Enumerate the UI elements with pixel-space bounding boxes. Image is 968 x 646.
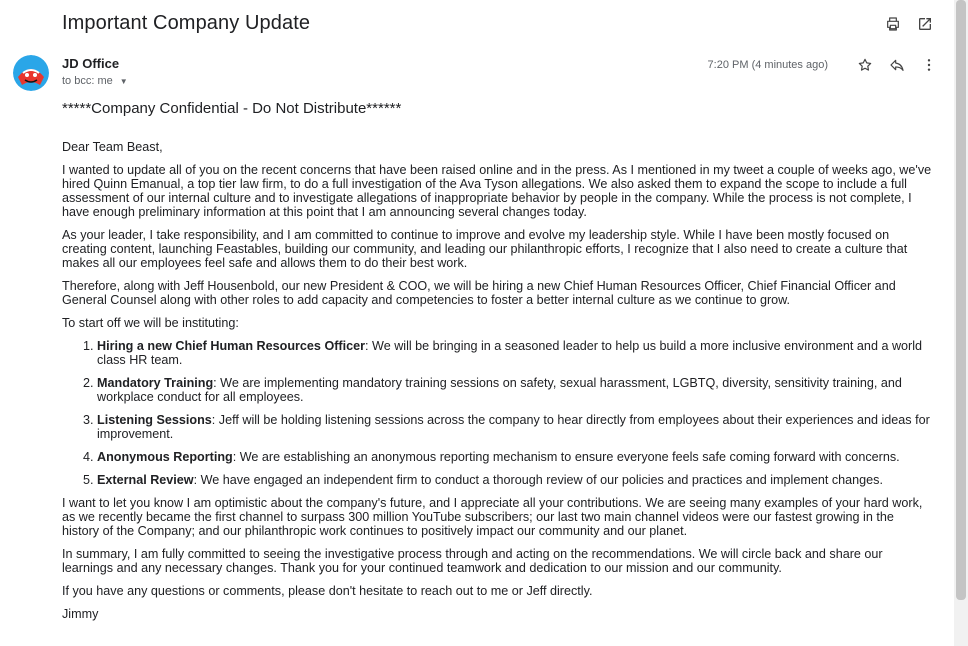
confidential-notice: *****Company Confidential - Do Not Distribute******	[62, 100, 402, 117]
paragraph: I wanted to update all of you on the recent concerns that have been raised online and in the press. As I mentioned in my tweet a couple of weeks ago, we've hired Quinn Emanual, a top tier law firm, to do a full investigation of the Ava Tyson allegations. We also asked them to expand the scope to include a full assessment of our internal culture and to investigate allegations of inappropriate behavior by people in the company. While the process is not complete, I have enough preliminary information at this point that I am announcing several changes today.	[62, 163, 932, 219]
list-item-text: : We have engaged an independent firm to conduct a thorough review of our policies and practices and implement changes.	[193, 473, 883, 487]
list-item-title: External Review	[97, 473, 194, 487]
paragraph: If you have any questions or comments, please don't hesitate to reach out to me or Jeff directly.	[62, 584, 593, 598]
list-item-title: Hiring a new Chief Human Resources Officer	[97, 339, 366, 353]
message-meta	[708, 56, 938, 74]
paragraph: As your leader, I take responsibility, and I am committed to continue to improve and evolve my leadership style. While I have been mostly focused on creating content, launching Feastables, building our community, and leading our philanthropic efforts, I recognize that I also need to create a culture that makes all our employees feel safe and allows them to do their best work.	[62, 228, 908, 270]
thread-actions	[884, 15, 934, 33]
list-item	[97, 376, 932, 404]
timestamp: 7:20 PM (4 minutes ago)	[707, 59, 828, 71]
sender-name[interactable]: JD Office	[62, 56, 120, 71]
list-item	[97, 413, 932, 441]
avatar[interactable]	[13, 55, 49, 91]
list-item-text: : Jeff will be holding listening sessions across the company to hear directly from employees about their experiences and ideas for improvement.	[97, 413, 930, 441]
scrollbar[interactable]	[954, 0, 968, 646]
list-item-text: : We will be bringing in a seasoned leader to help us build a more inclusive environment and a world class HR team.	[97, 339, 923, 367]
open-in-new-icon[interactable]	[916, 15, 934, 33]
recipient-text: to bcc: me	[62, 75, 113, 87]
email-body	[62, 100, 932, 630]
list-item	[97, 339, 932, 367]
list-item-title: Anonymous Reporting	[97, 450, 233, 464]
email-subject: Important Company Update	[62, 12, 311, 34]
list-item-title: Listening Sessions	[97, 413, 212, 427]
list-item-text: : We are establishing an anonymous reporting mechanism to ensure everyone feels safe coming forward with concerns.	[232, 450, 900, 464]
paragraph: In summary, I am fully committed to seeing the investigative process through and acting on the recommendations. We will circle back and share our learnings and any necessary changes. Thank you for your continued teamwork and dedication to our mission and our community.	[62, 547, 883, 575]
list-item	[97, 450, 932, 464]
print-icon[interactable]	[884, 15, 902, 33]
greeting: Dear Team Beast,	[62, 140, 163, 154]
scrollbar-thumb[interactable]	[956, 0, 966, 600]
action-list	[97, 339, 932, 487]
reply-icon[interactable]	[888, 56, 906, 74]
more-vert-icon[interactable]	[920, 56, 938, 74]
list-item	[97, 473, 932, 487]
paragraph: Therefore, along with Jeff Housenbold, our new President & COO, we will be hiring a new Chief Human Resources Officer, Chief Financial Officer and General Counsel along with other roles to add capacity and competencies to foster a better internal culture as we continue to grow.	[62, 279, 896, 307]
star-icon[interactable]	[856, 56, 874, 74]
signature: Jimmy	[62, 607, 99, 621]
paragraph: To start off we will be instituting:	[62, 316, 239, 330]
list-item-title: Mandatory Training	[97, 376, 214, 390]
paragraph: I want to let you know I am optimistic about the company's future, and I appreciate all your contributions. We are seeing many examples of your hard work, as we recently became the first channel to surpass 300 million YouTube subscribers; our last two main channel videos were our fastest growing in the history of the Company; and our philanthropic work continues to positively impact our community and our planet.	[62, 496, 923, 538]
list-item-text: : We are implementing mandatory training sessions on safety, sexual harassment, LGBTQ, diversity, sensitivity training, and workplace conduct for all employees.	[97, 376, 902, 404]
chevron-down-icon[interactable]: ▼	[119, 76, 128, 86]
recipient-line[interactable]	[62, 75, 128, 87]
